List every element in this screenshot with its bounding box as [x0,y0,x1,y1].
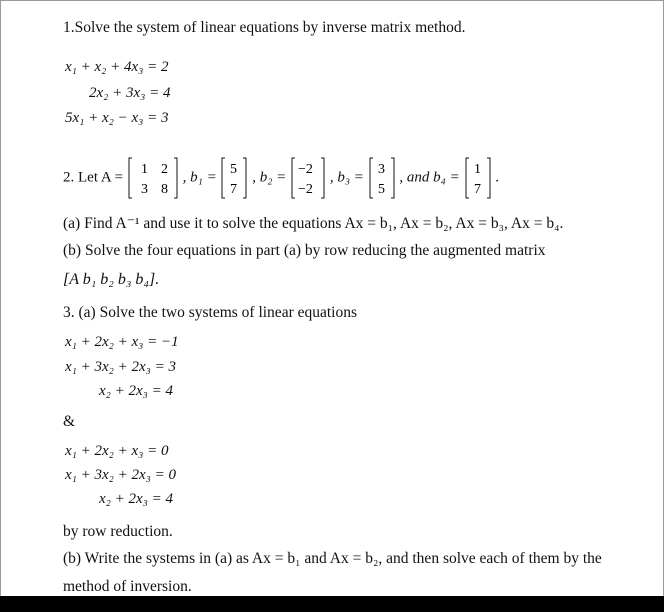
b2-label: , b₂ = [252,169,287,186]
vector-b2 [290,156,326,200]
b4-1: 1 [473,162,481,177]
vector-b3 [368,156,396,200]
b1-label: , b₁ = [182,169,217,186]
bottom-black-bar [0,596,664,612]
matrix-a [127,156,179,200]
system-2-equation-1: x₁ + 2x₂ + x₃ = 0 [65,443,169,459]
system-1-equation-3: x₂ + 2x₃ = 4 [99,383,173,399]
problem-2a: (a) Find A⁻¹ and use it to solve the equations Ax = b₁, Ax = b₂, Ax = b₃, Ax = b₄. [63,215,564,232]
b3-2: 5 [377,182,385,197]
problem-2-intro: 2. Let A = [63,169,124,186]
problem-1-heading: 1.Solve the system of linear equations by inverse matrix method. [63,19,466,36]
b1-1: 5 [230,162,238,177]
problem-2-period: . [495,169,499,186]
by-row-reduction: by row reduction. [63,523,173,540]
problem-1-equation-2: 2x₂ + 3x₃ = 4 [89,85,171,101]
b1-2: 7 [230,182,238,197]
b4-label: , and b₄ = [399,169,460,186]
problem-3b-line-1: (b) Write the systems in (a) as Ax = b₁ and Ax = b₂, and then solve each of them by the [63,550,602,567]
vector-b1 [220,156,248,200]
problem-3b-line-2: method of inversion. [63,578,192,595]
problem-2b: (b) Solve the four equations in part (a) by row reducing the augmented matrix [63,242,546,259]
matrix-a-22: 8 [160,182,168,197]
b3-label: , b₃ = [329,169,364,186]
problem-1-equation-1: x₁ + x₂ + 4x₃ = 2 [65,59,169,75]
b2-2: −2 [298,182,313,197]
augmented-matrix: [A b₁ b₂ b₃ b₄]. [63,271,160,288]
b2-1: −2 [298,162,313,177]
system-1-equation-2: x₁ + 3x₂ + 2x₃ = 3 [65,359,176,375]
problem-3-heading: 3. (a) Solve the two systems of linear equations [63,304,358,321]
matrix-a-21: 3 [140,182,148,197]
b4-2: 7 [473,182,481,197]
vector-b4 [464,156,492,200]
matrix-a-12: 2 [160,162,168,177]
b3-1: 3 [377,162,385,177]
problem-2-matrix-line [63,156,499,200]
matrix-a-11: 1 [140,162,148,177]
problem-1-equation-3: 5x₁ + x₂ − x₃ = 3 [65,110,169,126]
ampersand: & [63,413,76,430]
system-1-equation-1: x₁ + 2x₂ + x₃ = −1 [65,334,179,350]
system-2-equation-2: x₁ + 3x₂ + 2x₃ = 0 [65,467,176,483]
system-2-equation-3: x₂ + 2x₃ = 4 [99,491,173,507]
